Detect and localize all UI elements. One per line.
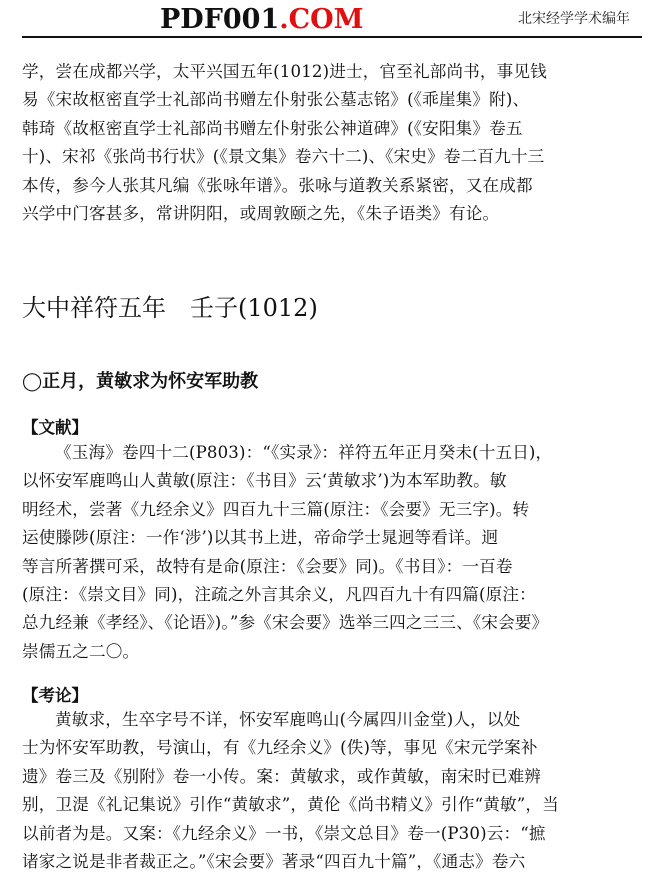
text-line: 兴学中门客甚多，常讲阴阳，或周敦颐之先，《朱子语类》有论。 <box>22 204 500 224</box>
text-line: 以前者为是。又案：《九经余义》一书，《崇文总目》卷一(P30)云：“摭 <box>22 823 546 843</box>
text-line: 黄敏求，生卒字号不详，怀安军鹿鸣山(今属四川金堂)人，以处 <box>55 710 521 729</box>
text-line: 《玉海》卷四十二(P803)：“《实录》：祥符五年正月癸未(十五日)， <box>55 443 553 462</box>
intro-paragraph <box>22 58 642 228</box>
kaolun-paragraph <box>22 706 642 876</box>
text-line: 以怀安军鹿鸣山人黄敏(原注：《书目》云‘黄敏求’)为本军助教。敏 <box>22 471 507 491</box>
text-line: 崇儒五之二〇。 <box>22 641 140 661</box>
text-line: 等言所著撰可采，故特有是命(原注：《会要》同)。《书目》：一百卷 <box>22 556 513 576</box>
text-line: 诸家之说是非者裁正之。”《宋会要》著录“四百九十篇”，《通志》卷六 <box>22 852 526 872</box>
watermark-main: PDF001 <box>160 4 280 35</box>
text-line: 别，卫湜《礼记集说》引作“黄敏求”，黄伦《尚书精义》引作“黄敏”，当 <box>22 795 559 815</box>
watermark-tld: COM <box>288 4 364 35</box>
text-line: (原注：《崇文目》同)，注疏之外言其余义，凡四百九十有四篇(原注： <box>22 585 536 605</box>
header-rule <box>22 36 642 38</box>
watermark-logo <box>160 4 364 35</box>
text-line: 遗》卷三及《别附》卷一小传。案：黄敏求，或作黄敏，南宋时已难辨 <box>22 766 542 786</box>
text-line: 十)、宋祁《张尚书行状》(《景文集》卷六十二)、《宋史》卷二百九十三 <box>22 147 545 167</box>
text-line: 明经术，尝著《九经余义》四百九十三篇(原注：《会要》无三字)。转 <box>22 499 530 519</box>
watermark-dot: . <box>279 4 289 35</box>
entry-heading: ◯正月，黄敏求为怀安军助教 <box>22 371 259 392</box>
text-line: 士为怀安军助教，号演山，有《九经余义》(佚)等，事见《宋元学案补 <box>22 738 538 758</box>
text-line: 学，尝在成都兴学，太平兴国五年(1012)进士，官至礼部尚书，事见钱 <box>22 62 547 81</box>
section-label-wenxian: 【文献】 <box>22 418 88 437</box>
running-head: 北宋经学学术编年 <box>518 11 630 27</box>
page-header <box>0 0 658 40</box>
text-line: 本传，参今人张其凡编《张咏年谱》。张咏与道教关系紧密，又在成都 <box>22 175 533 195</box>
section-label-kaolun: 【考论】 <box>22 686 88 705</box>
text-line: 运使滕陟(原注：一作‘涉’)以其书上进，帝命学士晁迥等看详。迥 <box>22 528 499 548</box>
text-line: 总九经兼《孝经》、《论语》)。”参《宋会要》选举三四之三三、《宋会要》 <box>22 613 549 633</box>
text-line: 韩琦《故枢密直学士礼部尚书赠左仆射张公神道碑》(《安阳集》卷五 <box>22 118 523 138</box>
year-heading: 大中祥符五年 壬子(1012) <box>22 294 318 322</box>
wenxian-paragraph <box>22 439 642 666</box>
text-line: 易《宋故枢密直学士礼部尚书赠左仆射张公墓志铭》(《乖崖集》附)、 <box>22 90 530 110</box>
